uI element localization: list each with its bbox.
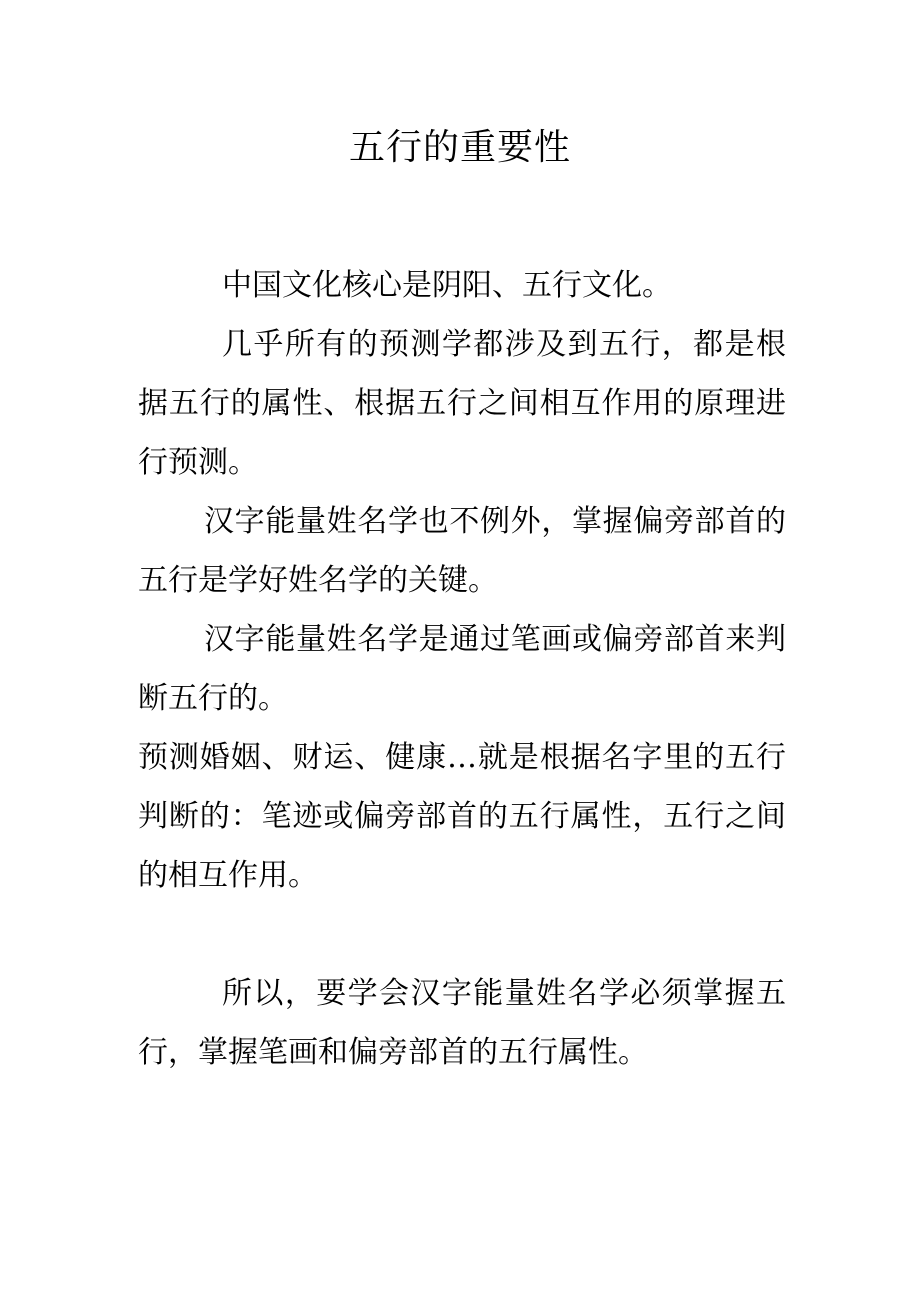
paragraph-4: 汉字能量姓名学是通过笔画或偏旁部首来判断五行的。: [138, 622, 786, 716]
paragraph-5: 预测婚姻、财运、健康…就是根据名字里的五行判断的：笔迹或偏旁部首的五行属性，五行之间的相互作用。: [138, 740, 786, 893]
paragraph-6: 所以，要学会汉字能量姓名学必须掌握五行，掌握笔画和偏旁部首的五行属性。: [138, 976, 786, 1070]
document-body: [138, 256, 786, 1082]
paragraph-spacer: [138, 905, 786, 964]
page-title: 五行的重要性: [348, 127, 571, 168]
paragraph-1: 中国文化核心是阴阳、五行文化。: [222, 268, 672, 303]
paragraph-2: 几乎所有的预测学都涉及到五行，都是根据五行的属性、根据五行之间相互作用的原理进行预测。: [138, 327, 786, 480]
paragraph-3: 汉字能量姓名学也不例外，掌握偏旁部首的五行是学好姓名学的关键。: [138, 504, 786, 598]
